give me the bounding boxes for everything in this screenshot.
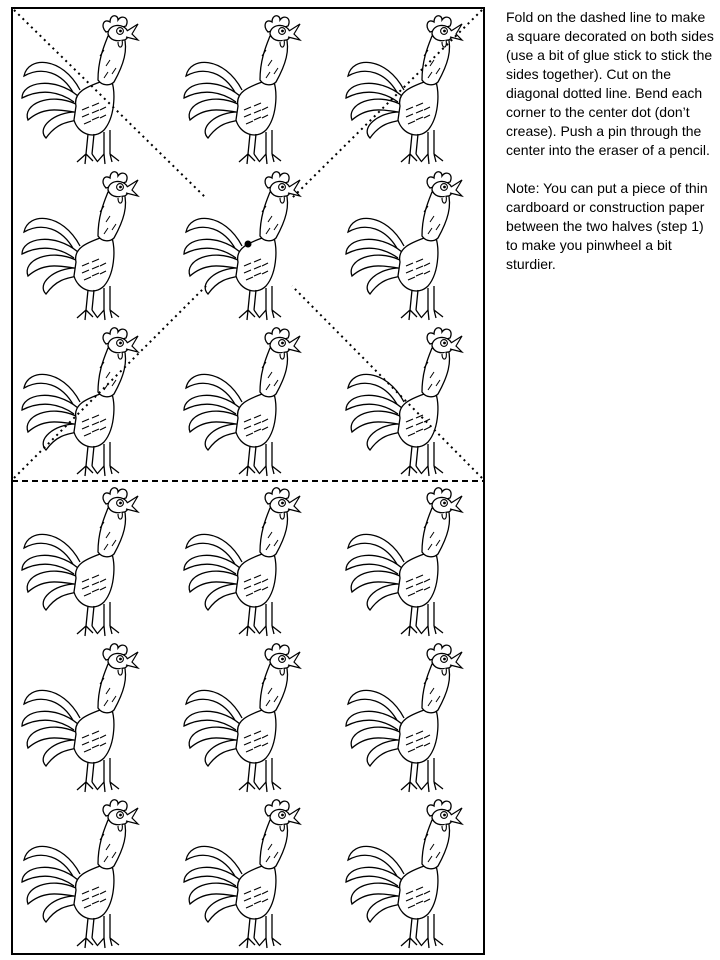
rooster-icon — [184, 800, 300, 948]
instructions-panel — [506, 8, 714, 293]
rooster-icon — [22, 16, 138, 164]
rooster-icon — [22, 800, 138, 948]
center-dot — [245, 241, 252, 248]
rooster-icon — [346, 328, 462, 476]
instructions-note: Note: You can put a piece of thin cardboard or construction paper between the two halves (step 1) to make you pinwheel a bit sturdier. — [506, 180, 708, 272]
rooster-icon — [184, 172, 300, 320]
rooster-icon — [22, 172, 138, 320]
rooster-icon — [184, 328, 300, 476]
rooster-icon — [22, 644, 138, 792]
rooster-icon — [184, 644, 300, 792]
rooster-icon — [346, 488, 462, 636]
rooster-icon — [22, 328, 138, 476]
instructions-steps: Fold on the dashed line to make a square decorated on both sides (use a bit of glue stick to stick the sides together). Cut on the diagonal dotted line. Bend each corner to the center dot (don’t crease). Push a pin through the center into the eraser of a pencil. — [506, 9, 714, 158]
rooster-icon — [346, 800, 462, 948]
rooster-icon — [346, 16, 462, 164]
rooster-icon — [22, 488, 138, 636]
rooster-icon — [184, 488, 300, 636]
rooster-icon — [184, 16, 300, 164]
rooster-icon — [346, 172, 462, 320]
rooster-icon — [346, 644, 462, 792]
